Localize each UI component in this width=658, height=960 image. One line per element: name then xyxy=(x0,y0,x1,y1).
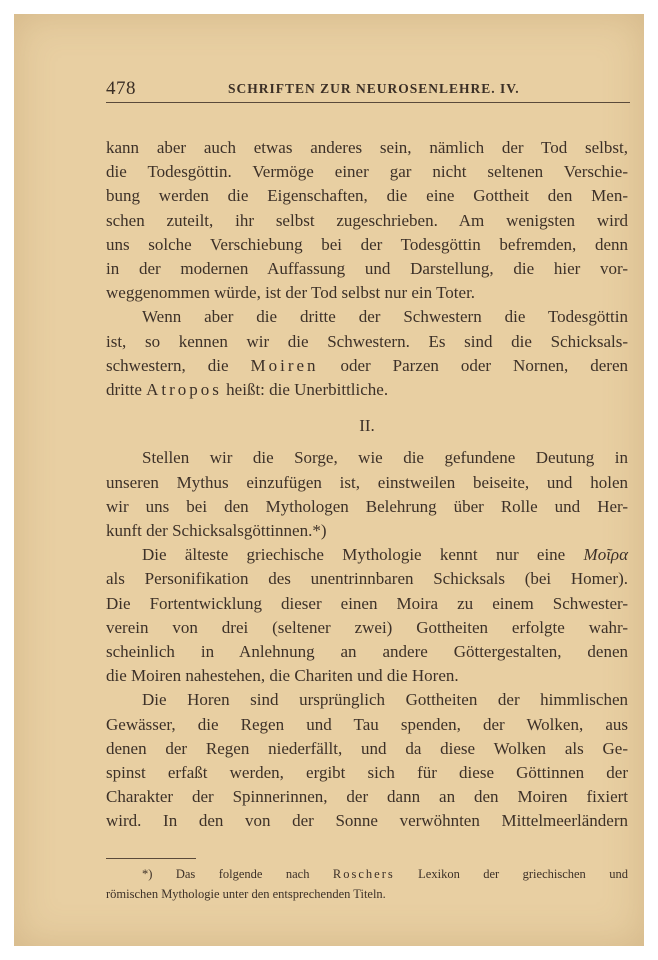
text-line: wir uns bei den Mythologen Belehrung über Rolle und Her- xyxy=(106,496,628,516)
paragraph-1 xyxy=(106,136,628,305)
text-run: oder Parzen oder Nornen, deren xyxy=(318,355,628,375)
footnote-rule xyxy=(106,858,196,859)
page-number: 478 xyxy=(106,78,136,99)
text-run: heißt: die Unerbittliche. xyxy=(221,380,389,400)
running-header xyxy=(106,74,630,103)
text-line: Stellen wir die Sorge, wie die gefundene Deutung in xyxy=(142,448,628,468)
paragraph-3 xyxy=(106,446,628,543)
text-line: römischen Mythologie unter den entsprechenden Titeln. xyxy=(106,887,386,901)
text-line: Gewässer, die Regen und Tau spenden, der Wolken, aus xyxy=(106,714,628,734)
text-line xyxy=(106,864,628,884)
text-run: schwestern, die xyxy=(106,355,251,375)
paragraph-2 xyxy=(106,305,628,402)
text-line: spinst erfaßt werden, ergibt sich für diese Göttinnen der xyxy=(106,763,628,783)
text-line: schen zuteilt, ihr selbst zugeschrieben. Am wenigsten wird xyxy=(106,210,628,230)
text-line: als Personifikation des unentrinnbaren Schicksals (bei Homer). xyxy=(106,569,628,589)
main-text xyxy=(106,136,628,834)
paragraph-5 xyxy=(106,688,628,833)
greek-word-moira: Μοῖρα xyxy=(583,545,628,565)
text-line: Charakter der Spinnerinnen, der dann an den Moiren fixiert xyxy=(106,787,628,807)
text-line: Wenn aber die dritte der Schwestern die Todesgöttin xyxy=(142,307,628,327)
text-line: kunft der Schicksalsgöttinnen.*) xyxy=(106,521,327,541)
text-line: denen der Regen niederfällt, und da diese Wolken als Ge- xyxy=(106,738,628,758)
spaced-name-atropos: Atropos xyxy=(146,380,222,400)
running-title: SCHRIFTEN ZUR NEUROSENLEHRE. IV. xyxy=(228,81,520,96)
spaced-name-moiren: Moiren xyxy=(250,355,319,375)
footnote xyxy=(106,864,628,904)
text-line: in der modernen Auffassung und Darstellung, die hier vor- xyxy=(106,259,628,279)
text-line: bung werden die Eigenschaften, die eine Gottheit den Men- xyxy=(106,186,628,206)
text-line: Die Horen sind ursprünglich Gottheiten der himmlischen xyxy=(142,690,628,710)
text-line: wird. In den von der Sonne verwöhnten Mittelmeerländern xyxy=(106,811,628,831)
text-line: kann aber auch etwas anderes sein, nämlich der Tod selbst, xyxy=(106,138,628,157)
paragraph-4 xyxy=(106,543,628,688)
text-run: dritte xyxy=(106,380,147,400)
text-line xyxy=(106,354,628,378)
text-run: *) Das folgende nach xyxy=(142,867,333,881)
text-line xyxy=(106,378,628,402)
text-line: weggenommen würde, ist der Tod selbst nur ein Toter. xyxy=(106,283,476,303)
text-line: scheinlich in Anlehnung an andere Göttergestalten, denen xyxy=(106,642,628,662)
text-line: uns solche Verschiebung bei der Todesgöttin befremden, denn xyxy=(106,234,628,254)
text-line: die Moiren nahestehen, die Chariten und die Horen. xyxy=(106,666,459,686)
text-line: verein von drei (seltener zwei) Gottheiten erfolgte wahr- xyxy=(106,617,628,637)
text-line: ist, so kennen wir die Schwestern. Es sind die Schicksals- xyxy=(106,331,628,351)
text-line xyxy=(106,543,628,567)
book-page xyxy=(14,14,644,946)
text-line: die Todesgöttin. Vermöge einer gar nicht seltenen Verschie- xyxy=(106,162,628,182)
text-run: Lexikon der griechischen und xyxy=(394,867,628,881)
text-line: unseren Mythus einzufügen ist, einstweilen beiseite, und holen xyxy=(106,472,628,492)
section-heading: II. xyxy=(359,416,375,436)
text-run: Die älteste griechische Mythologie kennt nur eine xyxy=(142,545,584,565)
spaced-name-roschers: Roschers xyxy=(332,867,395,881)
text-line: Die Fortentwicklung dieser einen Moira zu einem Schwester- xyxy=(106,593,628,613)
